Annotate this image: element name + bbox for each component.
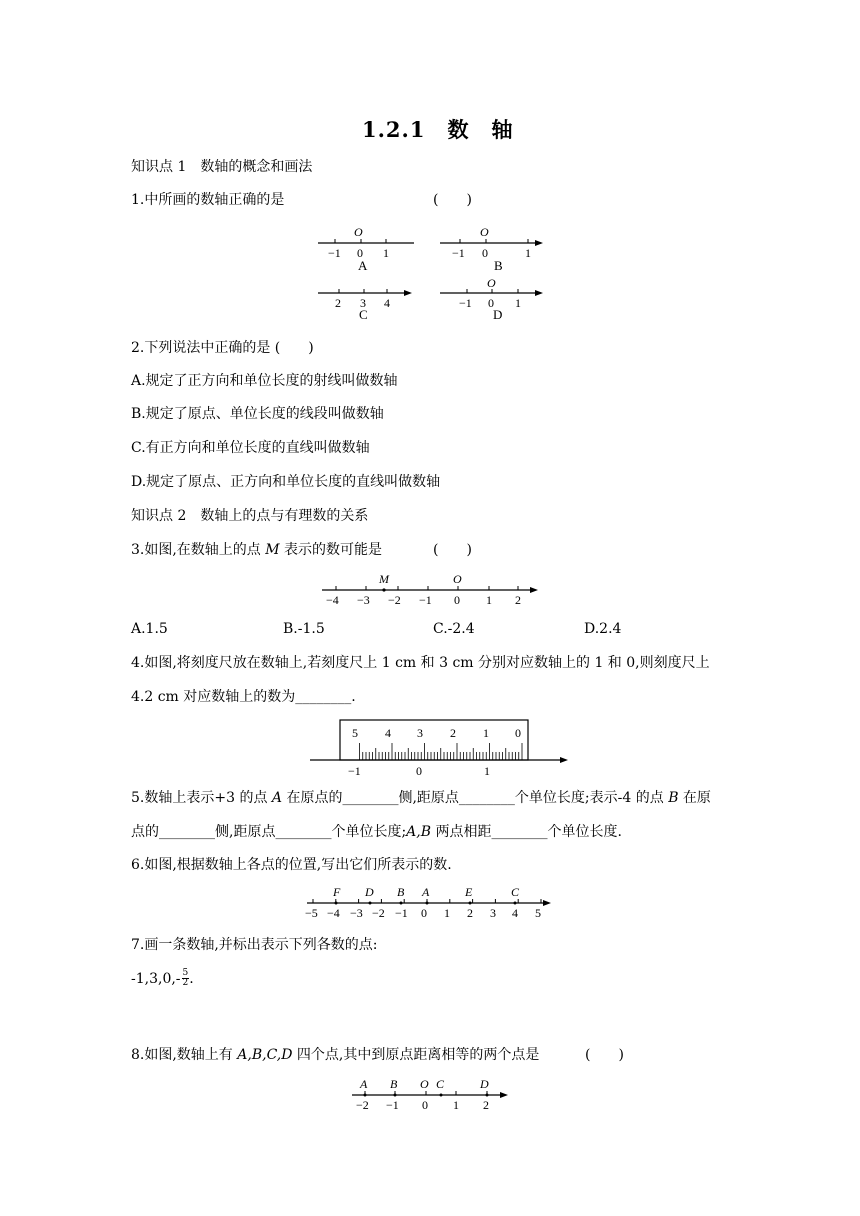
question-2-stem: 2.下列说法中正确的是 ( ) [131,340,314,356]
tick-label: 0 [488,296,494,310]
tick-label: −1 [386,1098,399,1112]
question-2-option-b: B.规定了原点、单位长度的线段叫做数轴 [131,406,384,422]
question-3-option-b: B.-1.5 [283,621,325,637]
stem-text: 表示的数可能是 [279,542,383,558]
ruler-label: 4 [385,726,391,740]
tick-label: 1 [383,246,389,260]
point-var: A,B [406,824,432,840]
tick-label: 1 [525,246,531,260]
point-var: A [271,790,283,806]
question-3-number-line [320,573,550,613]
question-5-line-1 [131,791,711,805]
question-8-stem [131,1048,539,1062]
tick-label: −1 [452,246,465,260]
question-6-stem: 6.如图,根据数轴上各点的位置,写出它们所表示的数. [131,857,452,873]
option-label: D [493,307,503,322]
question-6-number-line [305,884,555,924]
option-label: A [358,258,368,273]
point-label: O [420,1077,429,1091]
question-8-answer-paren: ( ) [585,1047,624,1063]
point-label: A [422,885,430,899]
question-1-answer-paren: ( ) [433,192,472,208]
tick-label: 1 [444,906,450,920]
origin-label: O [487,276,496,290]
question-4-line-2: 4.2 cm 对应数轴上的数为________. [131,689,356,705]
tick-label: 2 [467,906,473,920]
tick-label: −2 [388,593,401,607]
section-heading-1: 知识点 1 数轴的概念和画法 [131,159,313,175]
point-label: D [480,1077,489,1091]
point-label: O [453,572,462,586]
point-var: B [668,790,679,806]
number-line-option-c [318,289,412,322]
ruler-label: 0 [515,726,521,740]
tick-label: 0 [422,1098,428,1112]
point-label: B [397,885,405,899]
question-4-ruler-figure [310,716,570,780]
tick-label: 1 [515,296,521,310]
tick-label: 5 [535,906,541,920]
section-heading-2: 知识点 2 数轴上的点与有理数的关系 [131,508,369,524]
point-var: M [265,542,280,558]
stem-text: 3.如图,在数轴上的点 [131,542,266,558]
tick-label: 2 [335,296,341,310]
question-1-stem: 1.中所画的数轴正确的是 [131,192,285,208]
point-label: D [365,885,374,899]
tick-label: −2 [372,906,385,920]
question-3-answer-paren: ( ) [433,542,472,558]
point-vars: A,B,C,D [237,1047,293,1063]
tick-label: 0 [357,246,363,260]
point-label: M [379,572,389,586]
number-list: -1,3,0,- [131,970,181,987]
origin-label: O [354,225,363,239]
tick-label: −1 [395,906,408,920]
number-line-option-a [318,225,414,273]
tick-label: 0 [454,593,460,607]
question-5-line-2 [131,825,622,839]
tick-label: 0 [482,246,488,260]
point-label: B [390,1077,398,1091]
tick-label: −4 [326,593,339,607]
question-3-option-c: C.-2.4 [433,621,475,637]
axis-label: −1 [348,764,361,778]
stem-text: 在原点的________侧,距原点________个单位长度;表示-4 的点 [282,790,669,806]
stem-text: 四个点,其中到原点距离相等的两个点是 [292,1047,540,1063]
point-label: F [333,885,341,899]
option-label: B [494,258,503,273]
stem-text: 5.数轴上表示+3 的点 [131,790,272,806]
tick-label: −1 [328,246,341,260]
question-7-numbers [131,969,194,989]
point-label: A [360,1077,368,1091]
ruler-label: 5 [352,726,358,740]
period: . [189,970,194,987]
tick-label: 2 [483,1098,489,1112]
tick-label: 4 [384,296,390,310]
tick-label: −1 [419,593,432,607]
tick-label: −4 [327,906,340,920]
question-2-option-d: D.规定了原点、正方向和单位长度的直线叫做数轴 [131,474,441,490]
axis-label: 1 [484,764,490,778]
ruler-label: 2 [450,726,456,740]
fraction-numerator: 5 [182,968,189,978]
question-3-stem [131,543,382,557]
stem-text: 两点相距________个单位长度. [431,824,622,840]
question-1-figure [310,222,550,332]
point-label: C [511,885,520,899]
question-2-option-a: A.规定了正方向和单位长度的射线叫做数轴 [131,373,398,389]
tick-label: 1 [453,1098,459,1112]
tick-label: 3 [490,906,496,920]
point-label: E [465,885,473,899]
point-label: C [436,1077,445,1091]
tick-label: 2 [515,593,521,607]
tick-label: −5 [305,906,318,920]
number-line-option-b [440,225,543,273]
tick-label: −3 [357,593,370,607]
tick-label: 1 [486,593,492,607]
question-7-stem: 7.画一条数轴,并标出表示下列各数的点: [131,937,378,953]
question-8-number-line [348,1076,518,1116]
tick-label: −3 [350,906,363,920]
tick-label: 3 [360,296,366,310]
tick-label: 0 [421,906,427,920]
origin-label: O [480,225,489,239]
question-3-option-d: D.2.4 [584,621,622,637]
question-2-option-c: C.有正方向和单位长度的直线叫做数轴 [131,440,370,456]
stem-text: 点的________侧,距原点________个单位长度; [131,824,407,840]
tick-label: −2 [356,1098,369,1112]
axis-label: 0 [416,764,422,778]
tick-label: −1 [459,296,472,310]
point-m-dot [382,588,385,591]
stem-text: 在原 [678,790,711,806]
question-3-option-a: A.1.5 [131,621,168,637]
stem-text: 8.如图,数轴上有 [131,1047,238,1063]
number-line-option-d [440,276,543,322]
ruler-label: 3 [417,726,423,740]
tick-label: 4 [512,906,518,920]
ruler-ticks [360,743,523,760]
page-title: 1.2.1 数 轴 [362,117,514,142]
question-4-line-1: 4.如图,将刻度尺放在数轴上,若刻度尺上 1 cm 和 3 cm 分别对应数轴上的 1 和 0,则刻度尺上 [131,655,710,671]
option-label: C [359,307,368,322]
fraction-denominator: 2 [182,978,189,989]
ruler-label: 1 [483,726,489,740]
